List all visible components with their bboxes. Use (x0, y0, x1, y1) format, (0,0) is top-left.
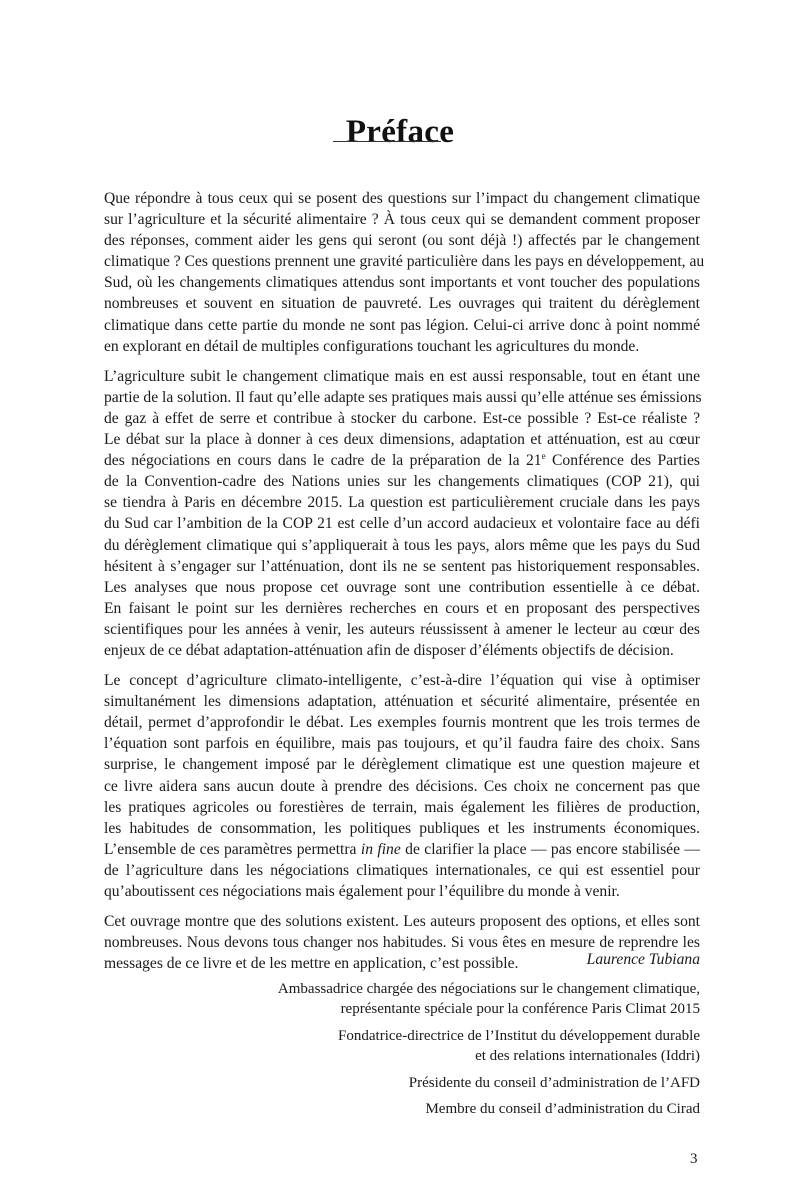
text-line: de l’agriculture dans les négociations climatiques internationales, ce qui est essentiel pour (104, 861, 700, 879)
page-number: 3 (690, 1151, 698, 1167)
role-line: et des relations internationales (Iddri) (475, 1048, 700, 1064)
paragraph-3 (104, 670, 700, 902)
italic-phrase: in fine (360, 840, 401, 858)
author-role (250, 1073, 700, 1094)
text-line: du Sud car l’ambition de la COP 21 est celle d’un accord audacieux et volontaire face au défi (104, 515, 700, 533)
text-line: l’équation sont parfois en équilibre, mais pas toujours, et qu’il faudra faire des choix. Sans (104, 735, 700, 753)
page-title: Préface (345, 114, 455, 151)
author-role (250, 1026, 700, 1067)
text-line: simultanément les dimensions adaptation, atténuation et sécurité alimentaire, présentée en (104, 693, 700, 711)
text-line: surprise, le changement imposé par le dérèglement climatique est une question majeure et (104, 756, 700, 774)
text-line: En faisant le point sur les dernières recherches en cours et en proposant des perspectives (104, 599, 700, 617)
text-line: scientifiques pour les années à venir, les auteurs réussissent à amener le lecteur au cœur des (104, 620, 700, 638)
text-line: climatique dans cette partie du monde ne sont pas légion. Celui-ci arrive donc à point nommé (104, 316, 700, 334)
author-name: Laurence Tubiana (586, 951, 700, 968)
text-line: Le débat sur la place à donner à ces deux dimensions, adaptation et atténuation, est au cœur (104, 431, 700, 449)
text-line: Que répondre à tous ceux qui se posent des questions sur l’impact du changement climatique (104, 190, 700, 207)
text-line: Le concept d’agriculture climato-intelligente, c’est-à-dire l’équation qui vise à optimiser (104, 672, 700, 690)
text-line: Les analyses que nous propose cet ouvrage sont une contribution essentielle à ce débat. (104, 578, 700, 596)
role-line: Fondatrice-directrice de l’Institut du développement durable (338, 1027, 700, 1044)
text-line: du dérèglement climatique qui s’appliquerait à tous les pays, alors même que les pays du Sud (104, 536, 700, 554)
text-line: enjeux de ce débat adaptation-atténuation afin de disposer d’éléments objectifs de décision. (104, 641, 674, 659)
text-line: se tiendra à Paris en décembre 2015. La question est particulièrement cruciale dans les pays (104, 494, 700, 512)
role-line: Présidente du conseil d’administration de l’AFD (408, 1074, 700, 1091)
author-role (250, 979, 700, 1020)
text-line: les habitudes de consommation, les politiques publiques et les instruments économiques. (104, 819, 700, 837)
ordinal-superscript: e (541, 451, 546, 462)
text-line: Cet ouvrage montre que des solutions existent. Les auteurs proposent des options, et elles sont (104, 913, 700, 931)
text-line: hésitent à s’engager sur l’atténuation, dont ils ne se sentent pas historiquement responsables. (104, 557, 700, 575)
text-line: des réponses, comment aider les gens qui seront (ou sont déjà !) affectés par le changement (104, 232, 700, 250)
text-line: nombreuses et souvent en situation de pauvreté. Les ouvrages qui traitent du dérèglement (104, 295, 700, 313)
text-line: nombreuses. Nous devons tous changer nos habitudes. Si vous êtes en mesure de reprendre les (104, 934, 700, 952)
text-line: les pratiques agricoles ou forestières de terrain, mais également les filières de production, (104, 798, 700, 816)
text-line: climatique ? Ces questions prennent une gravité particulière dans les pays en développement, au (104, 253, 705, 271)
role-line: représentante spéciale pour la conférence Paris Climat 2015 (340, 1001, 700, 1017)
text-line: messages de ce livre et de les mettre en application, c’est possible. (104, 955, 519, 973)
author-role (250, 1099, 700, 1120)
text-line: qu’aboutissent ces négociations mais également pour l’équilibre du monde à venir. (104, 883, 620, 900)
text-line: ce livre aidera sans aucun doute à prendre des décisions. Ces choix ne concernent pas que (104, 777, 700, 795)
text-line-with-italic (104, 839, 700, 860)
text-line: de la Convention-cadre des Nations unies sur les changements climatiques (COP 21), qui (104, 473, 700, 491)
text-segment: des négociations en cours dans le cadre de la préparation de la 21 (104, 452, 542, 470)
signature-block (250, 950, 700, 1126)
paragraph-2 (104, 366, 700, 661)
title-underline-rule (333, 141, 441, 142)
text-segment: de clarifier la place — pas encore stabilisée — (400, 840, 701, 858)
text-line: L’agriculture subit le changement climatique mais en est aussi responsable, tout en étant une (104, 367, 700, 385)
preface-body (104, 188, 705, 983)
role-line: Membre du conseil d’administration du Cirad (425, 1101, 700, 1117)
role-line: Ambassadrice chargée des négociations sur le changement climatique, (277, 980, 700, 997)
text-line-with-superscript (104, 450, 700, 471)
text-segment: Conférence des Parties (545, 452, 700, 470)
paragraph-1 (104, 188, 705, 357)
text-segment: L’ensemble de ces paramètres permettra (104, 840, 361, 858)
text-line: sur l’agriculture et la sécurité alimentaire ? À tous ceux qui se demandent comment proposer (104, 211, 700, 229)
text-line: détail, permet d’approfondir le débat. Les exemples fournis montrent que les trois termes de (104, 714, 700, 732)
text-line: de gaz à effet de serre et contribue à stocker du carbone. Est-ce possible ? Est-ce réaliste ? (104, 409, 700, 427)
text-line: en explorant en détail de multiples configurations touchant les agricultures du monde. (104, 337, 640, 355)
text-line: Sud, où les changements climatiques attendus sont importants et vont toucher des populations (104, 274, 700, 292)
text-line: partie de la solution. Il faut qu’elle adapte ses pratiques mais aussi qu’elle atténue ses émissions (104, 388, 702, 406)
